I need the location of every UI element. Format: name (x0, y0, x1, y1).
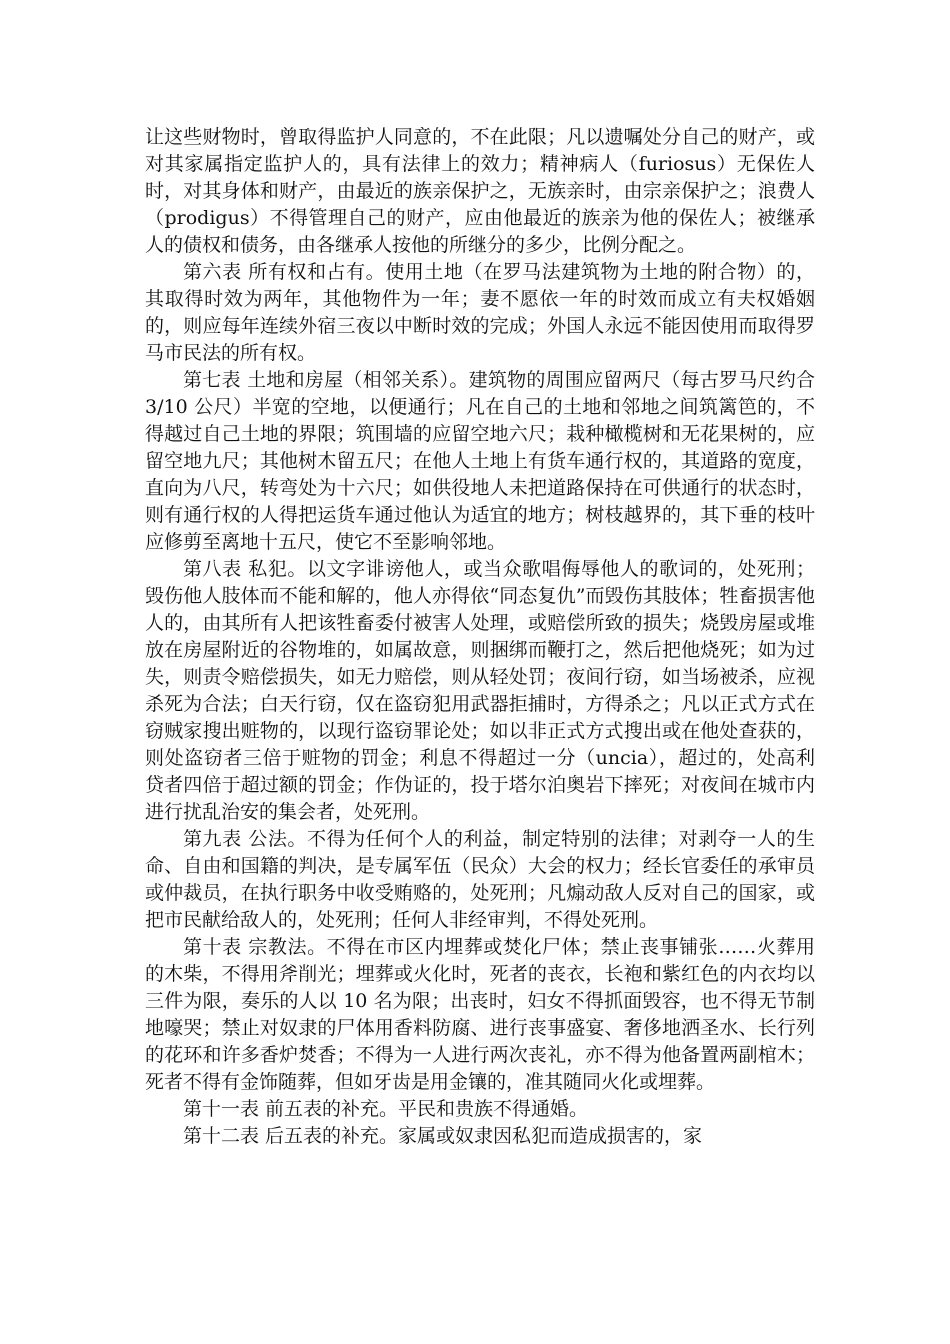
paragraph-table-eight: 第八表 私犯。以文字诽谤他人，或当众歌唱侮辱他人的歌词的，处死刑；毁伤他人肢体而不能和解的，他人亦得依“同态复仇”而毁伤其肢体；牲畜损害他人的，由其所有人把该牲畜委付被害人处理，或赔偿所致的损失；烧毁房屋或堆放在房屋附近的谷物堆的，如属故意，则捆绑而鞭打之，然后把他烧死；如为过失，则责令赔偿损失，如无力赔偿，则从轻处罚；夜间行窃，如当场被杀，应视杀死为合法；白天行窃，仅在盗窃犯用武器拒捕时，方得杀之；凡以正式方式在窃贼家搜出赃物的，以现行盗窃罪论处；如以非正式方式搜出或在他处查获的，则处盗窃者三倍于赃物的罚金；利息不得超过一分（uncia），超过的，处高利贷者四倍于超过额的罚金；作伪证的，投于塔尔泊奥岩下摔死；对夜间在城市内进行扰乱治安的集会者，处死刑。 (145, 558, 815, 823)
document-body (145, 124, 815, 1150)
paragraph-table-nine: 第九表 公法。不得为任何个人的利益，制定特别的法律；对剥夺一人的生命、自由和国籍的判决，是专属军伍（民众）大会的权力；经长官委任的承审员或仲裁员，在执行职务中收受贿赂的，处死刑；凡煽动敌人反对自己的国家，或把市民献给敌人的，处死刑；任何人非经审判，不得处死刑。 (145, 828, 815, 931)
paragraph-table-seven: 第七表 土地和房屋（相邻关系）。建筑物的周围应留两尺（每古罗马尺约合 3/10 公尺）半宽的空地，以便通行；凡在自己的土地和邻地之间筑篱笆的，不得越过自己土地的界限；筑围墙的应留空地六尺；栽种橄榄树和无花果树的，应留空地九尺；其他树木留五尺；在他人土地上有货车通行权的，其道路的宽度，直向为八尺，转弯处为十六尺；如供役地人未把道路保持在可供通行的状态时，则有通行权的人得把运货车通过他认为适宜的地方；树枝越界的，其下垂的枝叶应修剪至离地十五尺，使它不至影响邻地。 (145, 369, 815, 553)
paragraph-table-twelve: 第十二表 后五表的补充。家属或奴隶因私犯而造成损害的，家 (183, 1125, 703, 1147)
paragraph-table-eleven: 第十一表 前五表的补充。平民和贵族不得通婚。 (183, 1098, 589, 1120)
paragraph-table-ten: 第十表 宗教法。不得在市区内埋葬或焚化尸体；禁止丧事铺张……火葬用的木柴，不得用斧削光；埋葬或火化时，死者的丧衣，长袍和紫红色的内衣均以三件为限，奏乐的人以 10 名为限；出丧时，妇女不得抓面毁容，也不得无节制地嚎哭；禁止对奴隶的尸体用香料防腐、进行丧事盛宴、奢侈地洒圣水、长行列的花环和许多香炉焚香；不得为一人进行两次丧礼，亦不得为他备置两副棺木；死者不得有金饰随葬，但如牙齿是用金镶的，准其随同火化或埋葬。 (145, 936, 815, 1093)
paragraph-continuation: 让这些财物时，曾取得监护人同意的，不在此限；凡以遗嘱处分自己的财产，或对其家属指定监护人的，具有法律上的效力；精神病人（furiosus）无保佐人时，对其身体和财产，由最近的族亲保护之，无族亲时，由宗亲保护之；浪费人（prodigus）不得管理自己的财产，应由他最近的族亲为他的保佐人；被继承人的债权和债务，由各继承人按他的所继分的多少，比例分配之。 (145, 126, 815, 256)
paragraph-table-six: 第六表 所有权和占有。使用土地（在罗马法建筑物为土地的附合物）的，其取得时效为两年，其他物件为一年；妻不愿依一年的时效而成立有夫权婚姻 的，则应每年连续外宿三夜以中断时效的完成；外国人永远不能因使用而取得罗马市民法的所有权。 (145, 261, 815, 364)
